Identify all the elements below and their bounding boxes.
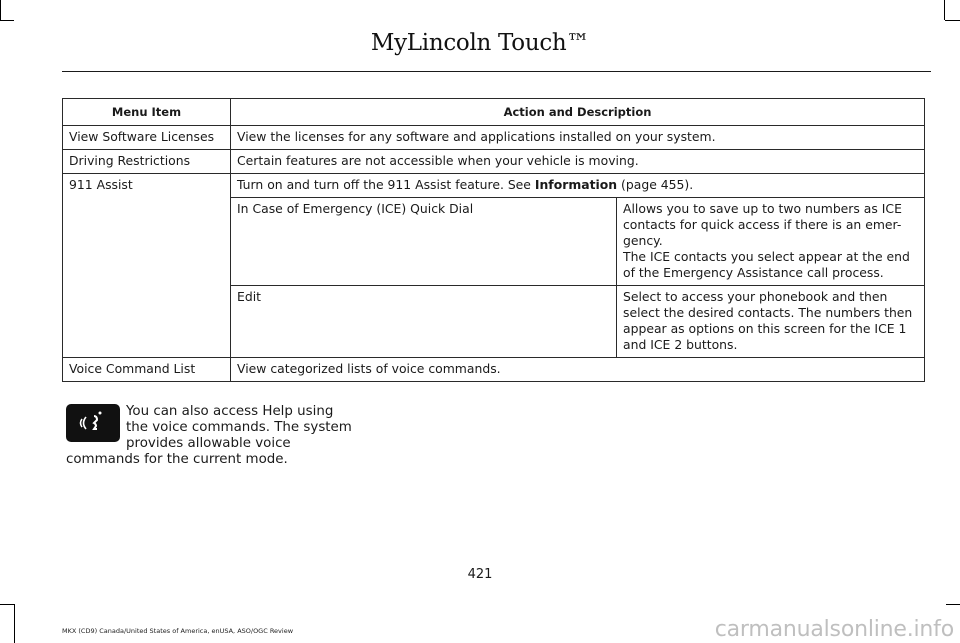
sub-description-text: Allows you to save up to two numbers as ICE contacts for quick access if there is an emer-gency. xyxy=(623,201,902,248)
description-text: Turn on and turn off the 911 Assist feature. See xyxy=(237,177,535,192)
table-row xyxy=(63,126,925,150)
sub-description-cell: Select to access your phonebook and then select the desired contacts. The numbers then appear as options on this screen for the ICE 1 and ICE 2 buttons. xyxy=(617,286,925,358)
description-cell: Certain features are not accessible when your vehicle is moving. xyxy=(231,150,925,174)
page-number: 421 xyxy=(467,567,493,582)
page-title: MyLincoln Touch™ xyxy=(370,30,590,56)
voice-glyph xyxy=(66,404,120,442)
header-rule xyxy=(62,71,931,72)
menu-table xyxy=(62,98,925,382)
help-text: the voice commands. The system xyxy=(126,420,352,435)
help-text: You can also access Help using xyxy=(126,404,334,419)
description-cell: View categorized lists of voice commands. xyxy=(231,358,925,382)
voice-command-icon xyxy=(66,404,120,442)
footer-note: MKX (CD9) Canada/United States of America, enUSA, ASO/OGC Review xyxy=(62,627,294,635)
table-row xyxy=(63,174,925,198)
crop-mark xyxy=(0,604,14,605)
sub-item-cell: Edit xyxy=(231,286,617,358)
header-menu-item: Menu Item xyxy=(63,99,231,126)
header-action-description: Action and Description xyxy=(231,99,925,126)
menu-item-cell: 911 Assist xyxy=(63,174,231,358)
help-text: commands for the current mode. xyxy=(66,452,288,467)
table-row xyxy=(63,150,925,174)
description-cell xyxy=(231,174,925,198)
table-row xyxy=(63,358,925,382)
sub-item-cell: In Case of Emergency (ICE) Quick Dial xyxy=(231,198,617,286)
sub-description-cell xyxy=(617,198,925,286)
information-reference: Information xyxy=(534,177,618,192)
crop-mark xyxy=(946,604,960,605)
crop-mark xyxy=(945,20,960,21)
page-reference: (page 455). xyxy=(617,177,694,192)
help-text: provides allowable voice xyxy=(126,436,291,451)
crop-mark xyxy=(0,0,1,20)
crop-mark xyxy=(14,604,15,643)
menu-item-cell: Driving Restrictions xyxy=(63,150,231,174)
table-header-row xyxy=(63,99,925,126)
crop-mark xyxy=(0,20,14,21)
menu-item-cell: View Software Licenses xyxy=(63,126,231,150)
crop-mark xyxy=(944,0,945,20)
watermark: carmanualsonline.info xyxy=(714,617,954,642)
menu-item-cell: Voice Command List xyxy=(63,358,231,382)
description-cell: View the licenses for any software and applications installed on your system. xyxy=(231,126,925,150)
sub-description-text: The ICE contacts you select appear at the end of the Emergency Assistance call process. xyxy=(623,249,910,280)
